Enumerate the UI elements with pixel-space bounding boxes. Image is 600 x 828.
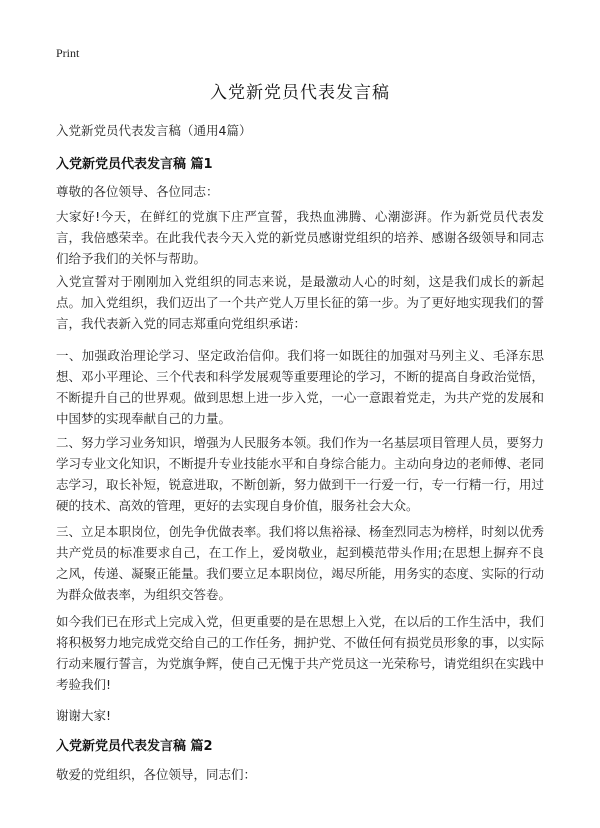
section-heading-1: 入党新党员代表发言稿 篇1 <box>56 157 213 172</box>
page-title: 入党新党员代表发言稿 <box>210 83 390 103</box>
section-1-paragraph-2: 入党宣誓对于刚刚加入党组织的同志来说，是最激动人心的时刻，这是我们成长的新起点。加入党组织，我们迈出了一个共产党人万里长征的第一步。为了更好地实现我们的誓言，我代表新入党的同志郑重向党组织承诺： <box>56 274 544 331</box>
document-subtitle: 入党新党员代表发言稿（通用4篇） <box>56 123 252 138</box>
section-1-paragraph-4: 二、努力学习业务知识，增强为人民服务本领。我们作为一名基层项目管理人员，要努力学习专业文化知识，不断提升专业技能水平和自身综合能力。主动向身边的老师傅、老同志学习，取长补短，锐意进取，不断创新，努力做到干一行爱一行，专一行精一行，用过硬的技术、高效的管理，更好的去实现自身价值，服务社会大众。 <box>56 435 544 513</box>
print-label: Print <box>56 46 80 60</box>
section-heading-2: 入党新党员代表发言稿 篇2 <box>56 739 213 754</box>
section-1-paragraph-6: 如今我们已在形式上完成入党，但更重要的是在思想上入党，在以后的工作生活中，我们将积极努力地完成党交给自己的工作任务，拥护党、不做任何有损党员形象的事，以实际行动来履行誓言，为党旗争辉，使自己无愧于共产党员这一光荣称号，请党组织在实践中考验我们! <box>56 614 544 692</box>
section-1-closing: 谢谢大家! <box>56 708 112 723</box>
section-1-paragraph-3: 一、加强政治理论学习、坚定政治信仰。我们将一如既往的加强对马列主义、毛泽东思想、邓小平理论、三个代表和科学发展观等重要理论的学习，不断的提高自身政治觉悟，不断提升自己的世界观。做到思想上进一步入党，一心一意跟着党走，为共产党的发展和中国梦的实现奉献自己的力量。 <box>56 348 544 426</box>
section-2-greeting: 敬爱的党组织，各位领导，同志们： <box>56 767 257 782</box>
section-1-greeting: 尊敬的各位领导、各位同志： <box>56 184 219 199</box>
section-1-paragraph-1: 大家好!今天，在鲜红的党旗下庄严宣誓，我热血沸腾、心潮澎湃。作为新党员代表发言，我倍感荣幸。在此我代表今天入党的新党员感谢党组织的培养、感谢各级领导和同志们给予我们的关怀与帮助。 <box>56 209 544 266</box>
section-1-paragraph-5: 三、立足本职岗位，创先争优做表率。我们将以焦裕禄、杨奎烈同志为榜样，时刻以优秀共产党员的标准要求自己，在工作上，爱岗敬业，起到模范带头作用;在思想上摒弃不良之风，传递、凝聚正能量。我们要立足本职岗位，竭尽所能，用务实的态度、实际的行动为群众做表率，为组织交答卷。 <box>56 524 544 602</box>
